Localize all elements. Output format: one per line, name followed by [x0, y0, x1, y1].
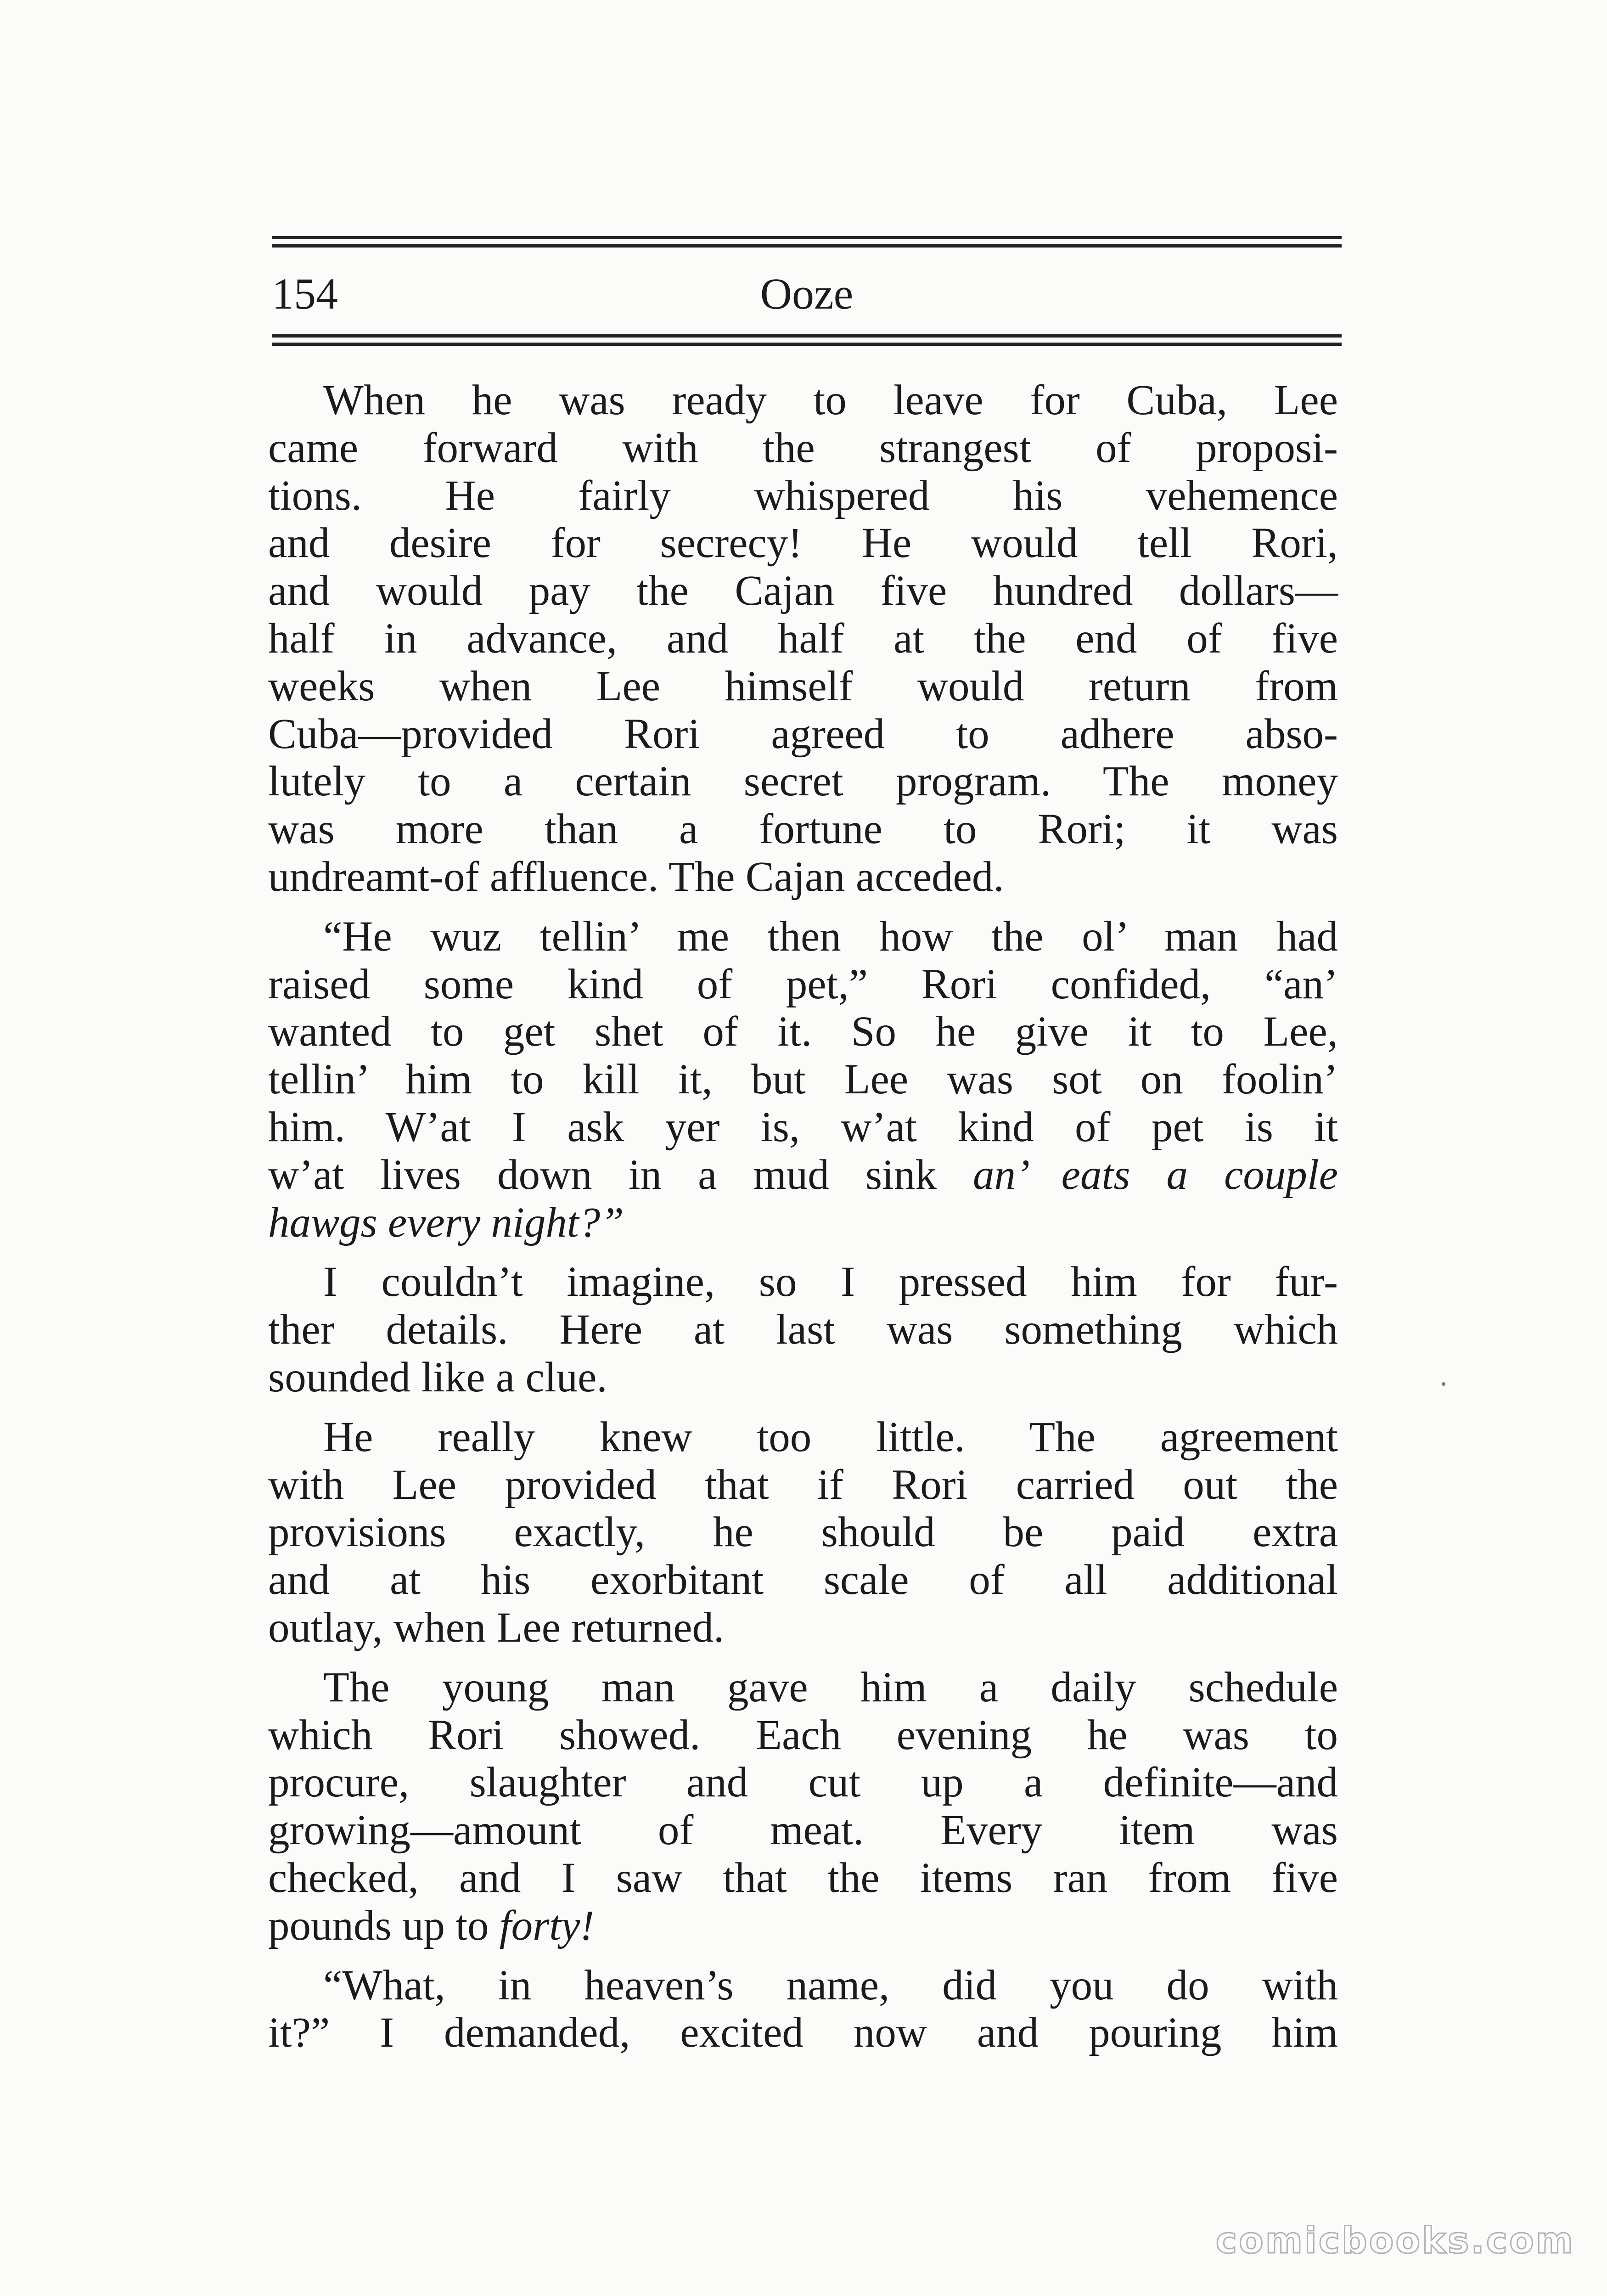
text-line: was more than a fortune to Rori; it was: [268, 805, 1338, 853]
stray-ink-dot: [1442, 1382, 1445, 1386]
text-line: wanted to get shet of it. So he give it to Lee,: [268, 1008, 1338, 1056]
text-line: sounded like a clue.: [268, 1353, 607, 1401]
text-line: came forward with the strangest of proposi-: [268, 424, 1338, 472]
running-title: Ooze: [760, 269, 854, 318]
paragraph-3: [268, 1258, 1338, 1401]
text-line: The young man gave him a daily schedule: [323, 1663, 1338, 1711]
text-line: [268, 1902, 1338, 1950]
text-line: growing—amount of meat. Every item was: [268, 1806, 1338, 1854]
paragraph-2: [268, 913, 1338, 1247]
text-line: undreamt-of affluence. The Cajan acceded.: [268, 853, 1004, 900]
header-bottom-rule-1: [272, 334, 1342, 338]
header-top-rule-1: [272, 236, 1342, 239]
text-line: I couldn’t imagine, so I pressed him for fur-: [323, 1258, 1338, 1306]
text-line: When he was ready to leave for Cuba, Lee: [323, 377, 1338, 424]
text-line: it?” I demanded, excited now and pouring him: [268, 2009, 1338, 2057]
italic-text: an’ eats a couple: [972, 1151, 1338, 1199]
text-line: raised some kind of pet,” Rori confided, “an’: [268, 960, 1338, 1008]
header-bottom-rule-2: [272, 343, 1342, 346]
text-line: weeks when Lee himself would return from: [268, 662, 1338, 710]
paragraph-1: [268, 377, 1338, 901]
text-line: tions. He fairly whispered his vehemence: [268, 472, 1338, 519]
text-line: and would pay the Cajan five hundred dollars—: [268, 567, 1338, 615]
watermark: comicbooks.com: [1215, 2220, 1575, 2262]
text-line: and desire for secrecy! He would tell Rori,: [268, 519, 1338, 567]
text-run: w’at lives down in a mud sink: [268, 1151, 973, 1199]
text-line: ther details. Here at last was something which: [268, 1306, 1338, 1354]
text-line: “What, in heaven’s name, did you do with: [323, 1961, 1338, 2009]
text-line: outlay, when Lee returned.: [268, 1604, 725, 1651]
text-line: procure, slaughter and cut up a definite—and: [268, 1759, 1338, 1806]
text-line: provisions exactly, he should be paid extra: [268, 1508, 1338, 1556]
text-line: Cuba—provided Rori agreed to adhere abso-: [268, 710, 1338, 758]
text-run: pounds up to: [268, 1902, 500, 1949]
text-line: checked, and I saw that the items ran from five: [268, 1854, 1338, 1902]
text-line: tellin’ him to kill it, but Lee was sot on foolin’: [268, 1056, 1338, 1103]
italic-text: hawgs every night?”: [268, 1199, 624, 1246]
italic-text: forty!: [499, 1902, 595, 1949]
running-header: [272, 262, 1342, 326]
page-number: 154: [272, 269, 338, 318]
body-text: [268, 377, 1338, 2057]
text-line: him. W’at I ask yer is, w’at kind of pet is it: [268, 1103, 1338, 1151]
text-line: [268, 1199, 1338, 1247]
text-line: and at his exorbitant scale of all additional: [268, 1556, 1338, 1604]
text-line: [268, 1151, 1338, 1199]
text-line: lutely to a certain secret program. The money: [268, 758, 1338, 805]
text-line: which Rori showed. Each evening he was to: [268, 1711, 1338, 1759]
text-line: He really knew too little. The agreement: [323, 1413, 1338, 1461]
paragraph-4: [268, 1413, 1338, 1652]
paragraph-5: [268, 1664, 1338, 1950]
text-line: with Lee provided that if Rori carried out the: [268, 1461, 1338, 1508]
text-line: half in advance, and half at the end of five: [268, 614, 1338, 662]
paragraph-6: [268, 1962, 1338, 2057]
header-top-rule-2: [272, 244, 1342, 248]
text-line: “He wuz tellin’ me then how the ol’ man had: [323, 912, 1338, 960]
